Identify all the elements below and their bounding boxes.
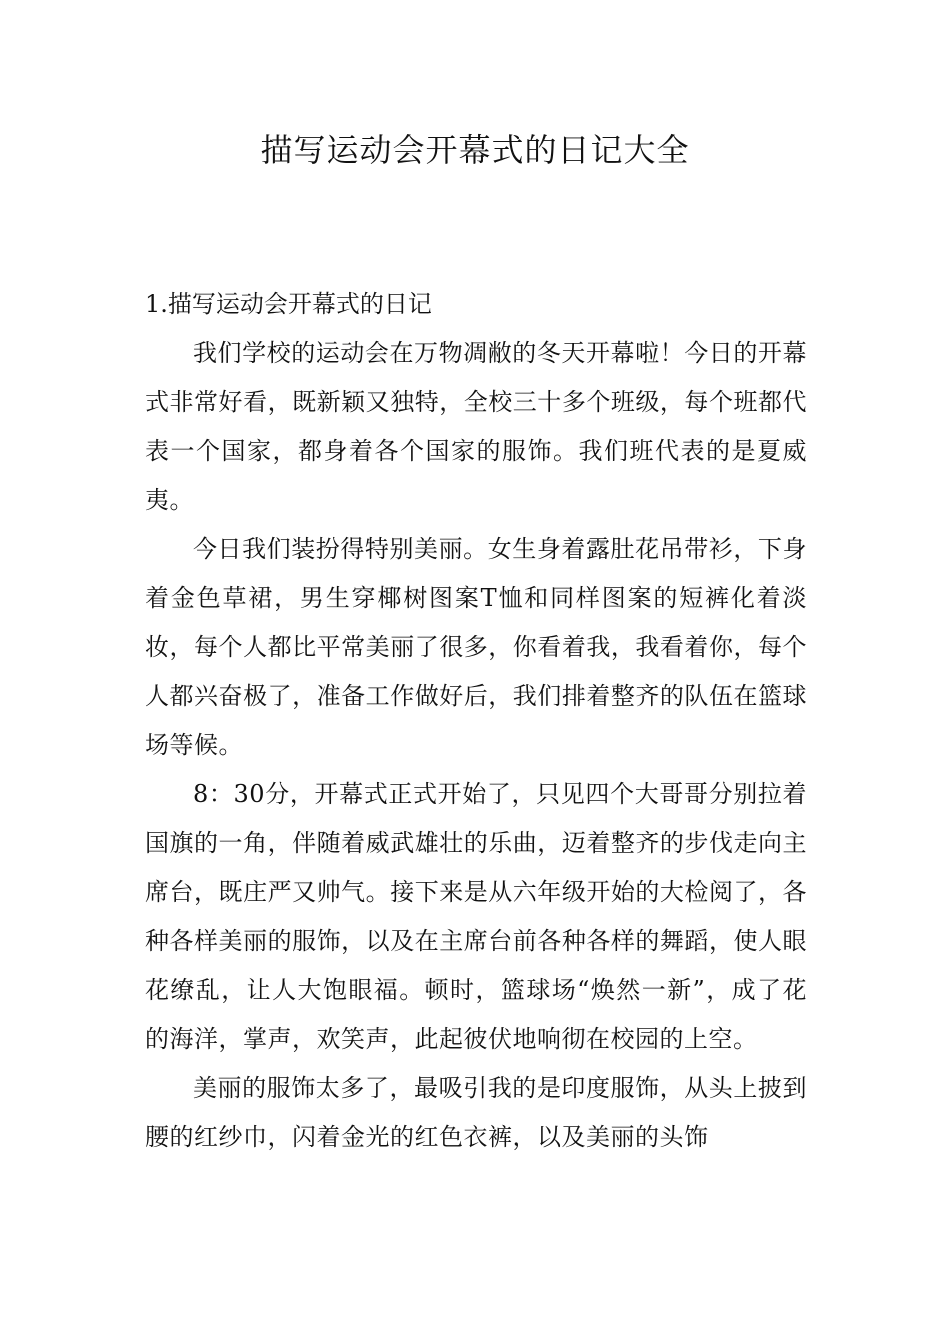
section-heading: 1.描写运动会开幕式的日记: [145, 290, 432, 318]
paragraph-3: 8：30分，开幕式正式开始了，只见四个大哥哥分别拉着国旗的一角，伴随着威武雄壮的乐曲，迈着整齐的步伐走向主席台，既庄严又帅气。接下来是从六年级开始的大检阅了，各种各样美丽的服饰，以及在主席台前各种各样的舞蹈，使人眼花缭乱，让人大饱眼福。顿时，篮球场“焕然一新”，成了花的海洋，掌声，欢笑声，此起彼伏地响彻在校园的上空。: [145, 780, 807, 1053]
paragraph-1: 我们学校的运动会在万物凋敝的冬天开幕啦！今日的开幕式非常好看，既新颖又独特，全校三十多个班级，每个班都代表一个国家，都身着各个国家的服饰。我们班代表的是夏威夷。: [145, 339, 807, 514]
paragraph-4: 美丽的服饰太多了，最吸引我的是印度服饰，从头上披到腰的红纱巾，闪着金光的红色衣裤，以及美丽的头饰: [145, 1074, 807, 1151]
document-body: [145, 280, 807, 1162]
document-title: 描写运动会开幕式的日记大全: [260, 131, 690, 169]
paragraph-2: 今日我们装扮得特别美丽。女生身着露肚花吊带衫，下身着金色草裙，男生穿椰树图案T恤和同样图案的短裤化着淡妆，每个人都比平常美丽了很多，你看着我，我看着你，每个人都兴奋极了，准备工作做好后，我们排着整齐的队伍在篮球场等候。: [145, 535, 807, 759]
